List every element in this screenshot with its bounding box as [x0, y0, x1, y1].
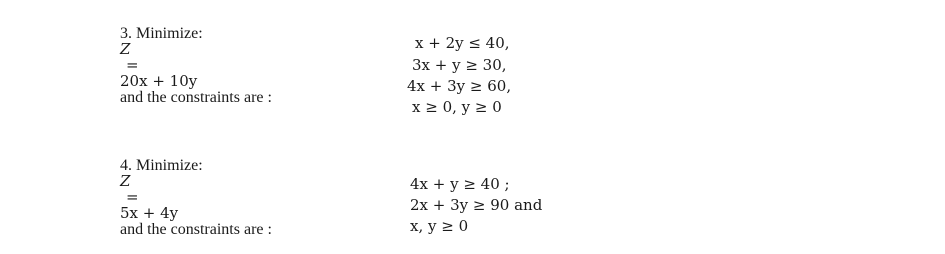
- problem-4-constraint-1: 4x + y ≥ 40 ;: [410, 175, 510, 193]
- problem-4-tail: and the constraints are :: [120, 221, 272, 238]
- problem-4-z-variable: Z: [120, 172, 131, 190]
- problem-4-constraint-2: 2x + 3y ≥ 90 and: [410, 196, 543, 214]
- problem-3-objective: 20x + 10y: [120, 72, 198, 90]
- problem-3-label: 3. Minimize:: [120, 25, 203, 42]
- problem-3-tail: and the constraints are :: [120, 89, 272, 106]
- problem-3-constraint-3: 4x + 3y ≥ 60,: [407, 77, 512, 95]
- problem-4-objective: 5x + 4y: [120, 204, 179, 222]
- problem-3-constraint-2: 3x + y ≥ 30,: [412, 56, 507, 74]
- problem-4-constraint-3: x, y ≥ 0: [410, 217, 469, 235]
- problem-3-statement: [112, 10, 272, 106]
- problem-3-z-variable: Z: [120, 40, 131, 58]
- problem-3-constraint-1: x + 2y ≤ 40,: [415, 34, 510, 52]
- problem-4-label: 4. Minimize:: [120, 157, 203, 174]
- problem-3-equals: =: [126, 56, 139, 74]
- problem-4-statement: [112, 142, 272, 238]
- problem-4-equals: =: [126, 188, 139, 206]
- problem-3-constraint-4: x ≥ 0, y ≥ 0: [412, 98, 502, 116]
